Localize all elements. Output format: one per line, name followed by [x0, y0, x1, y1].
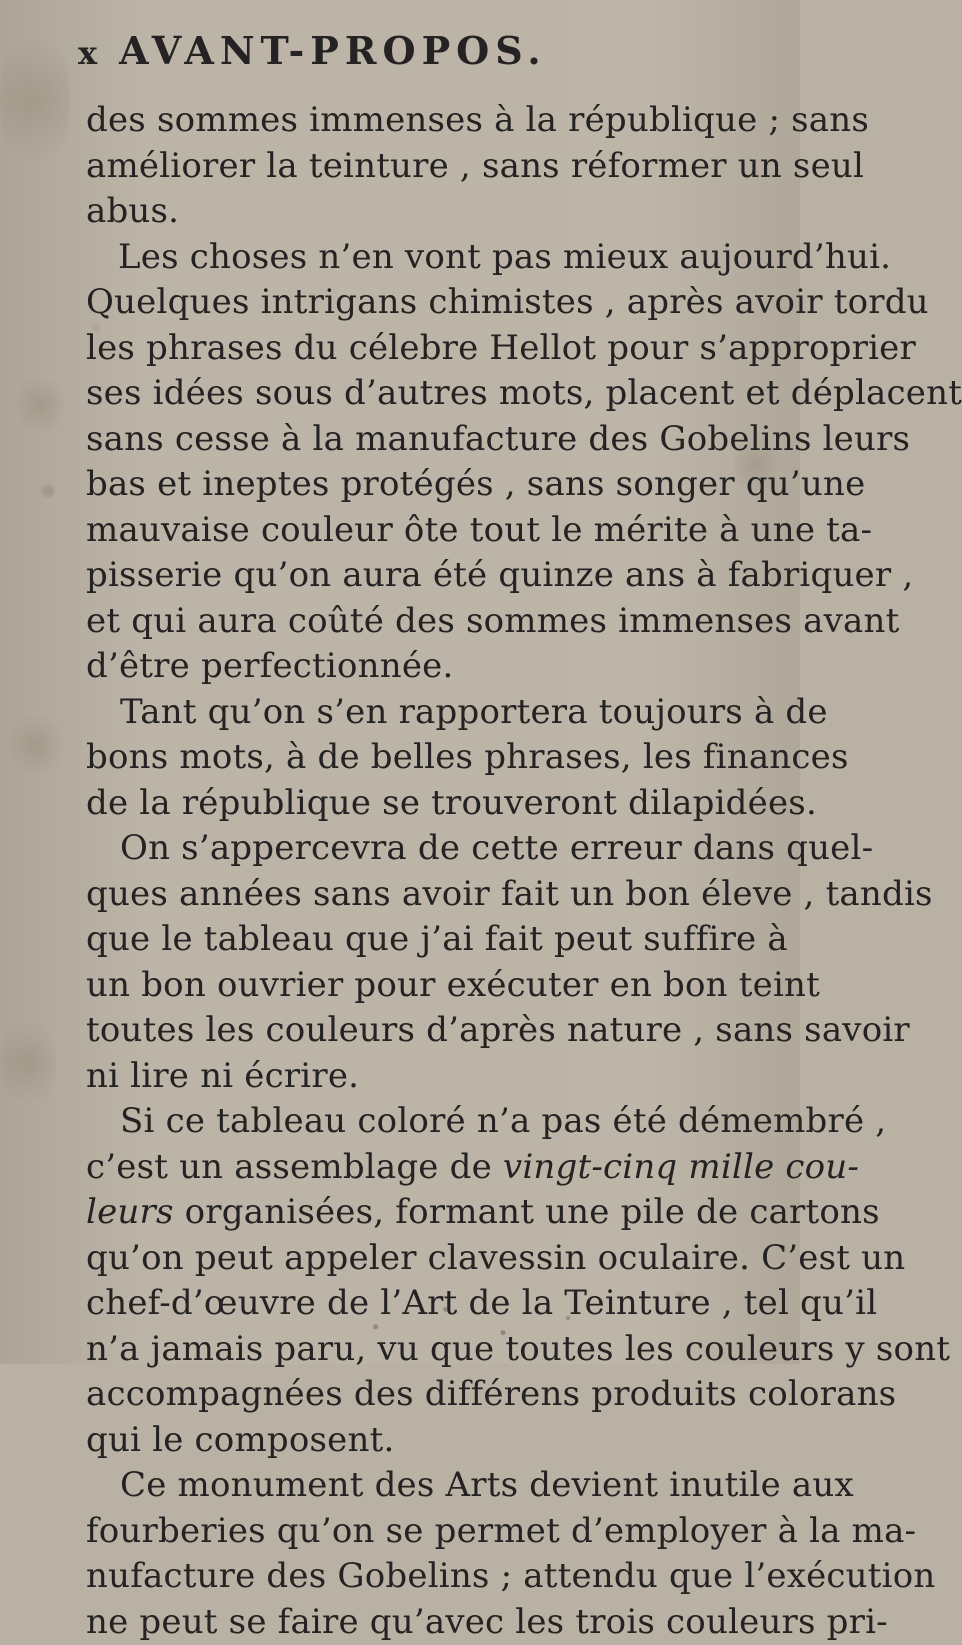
text-line: ses idées sous d’autres mots, placent et déplacent [86, 371, 776, 417]
page-header [78, 27, 698, 75]
body-text [86, 98, 776, 1288]
text-segment: c’est un assemblage de [86, 1147, 503, 1187]
text-line: que le tableau que j’ai fait peut suffire à [86, 917, 776, 963]
text-segment: organisées, formant une pile de cartons [174, 1192, 880, 1232]
italic-text-segment: leurs [86, 1192, 174, 1232]
text-line: d’être perfectionnée. [86, 644, 776, 690]
text-line: nufacture des Gobelins ; attendu que l’exécution [86, 1554, 776, 1600]
text-line: des sommes immenses à la république ; sans [86, 98, 776, 144]
text-line: accompagnées des différens produits colorans [86, 1372, 776, 1418]
text-line: de la république se trouveront dilapidées. [86, 781, 776, 827]
text-line: Les choses n’en vont pas mieux aujourd’hui. [86, 235, 776, 281]
text-line: sans cesse à la manufacture des Gobelins leurs [86, 417, 776, 463]
text-line: bons mots, à de belles phrases, les finances [86, 735, 776, 781]
text-line: n’a jamais paru, vu que toutes les couleurs y sont [86, 1327, 776, 1373]
text-line: abus. [86, 189, 776, 235]
text-line: Quelques intrigans chimistes , après avoir tordu [86, 280, 776, 326]
text-line: qu’on peut appeler clavessin oculaire. C’est un [86, 1236, 776, 1282]
text-line: ne peut se faire qu’avec les trois couleurs pri- [86, 1600, 776, 1645]
text-line: un bon ouvrier pour exécuter en bon teint [86, 963, 776, 1009]
paper-stain [0, 1010, 55, 1115]
text-line: les phrases du célebre Hellot pour s’approprier [86, 326, 776, 372]
italic-text-segment: vingt-cinq mille cou- [503, 1147, 859, 1187]
text-line: fourberies qu’on se permet d’employer à la ma- [86, 1509, 776, 1555]
paper-stain [0, 20, 70, 180]
text-line: ques années sans avoir fait un bon éleve , tandis [86, 872, 776, 918]
text-line: ni lire ni écrire. [86, 1054, 776, 1100]
text-line: pisserie qu’on aura été quinze ans à fabriquer , [86, 553, 776, 599]
header-prefix: x [78, 34, 97, 72]
print-speckles [360, 1292, 620, 1350]
page-title: AVANT-PROPOS. [119, 28, 546, 73]
text-line: Tant qu’on s’en rapportera toujours à de [86, 690, 776, 736]
text-line: toutes les couleurs d’après nature , sans savoir [86, 1008, 776, 1054]
paper-stain [8, 710, 63, 780]
text-line: améliorer la teinture , sans réformer un seul [86, 144, 776, 190]
paper-stain [18, 370, 63, 440]
text-line: bas et ineptes protégés , sans songer qu’une [86, 462, 776, 508]
text-line: chef-d’œuvre de l’Art de la Teinture , tel qu’il [86, 1281, 776, 1327]
text-line: et qui aura coûté des sommes immenses avant [86, 599, 776, 645]
text-line: mauvaise couleur ôte tout le mérite à une ta- [86, 508, 776, 554]
text-line: Si ce tableau coloré n’a pas été démembré , [86, 1099, 776, 1145]
text-line: On s’appercevra de cette erreur dans quel- [86, 826, 776, 872]
text-line-mixed [86, 1190, 776, 1236]
text-line: Ce monument des Arts devient inutile aux [86, 1463, 776, 1509]
text-line: qui le composent. [86, 1418, 776, 1464]
text-line-mixed [86, 1145, 776, 1191]
